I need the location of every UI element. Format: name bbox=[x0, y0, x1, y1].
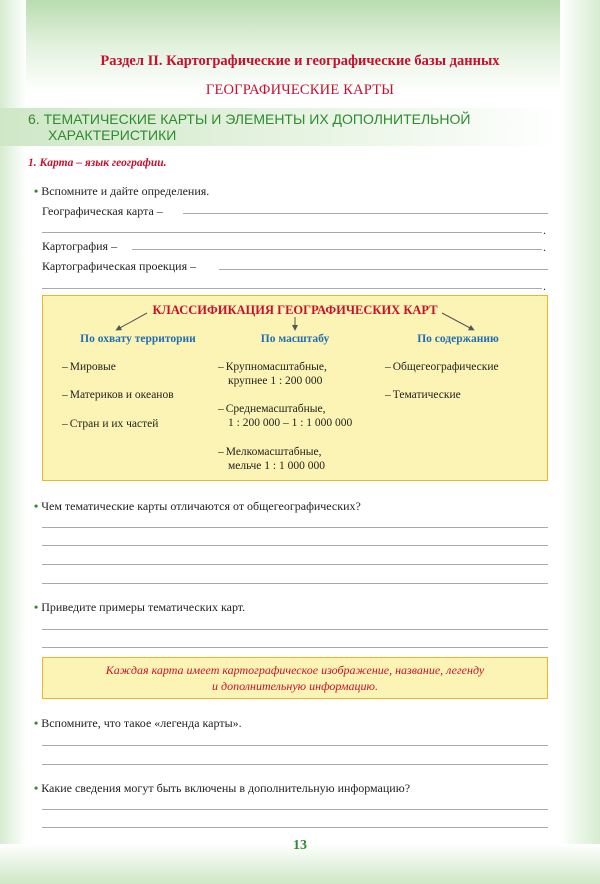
topic-title-line1: 6. ТЕМАТИЧЕСКИЕ КАРТЫ И ЭЛЕМЕНТЫ ИХ ДОПОЛНИТЕЛЬНОЙ bbox=[28, 111, 471, 127]
task2-question-text: Чем тематические карты отличаются от общегеографических? bbox=[41, 499, 361, 513]
term-projection: Картографическая проекция – bbox=[42, 259, 197, 273]
column-heading-territory: По охвату территории bbox=[80, 333, 196, 345]
column-heading-content: По содержанию bbox=[417, 333, 499, 345]
list-item: – Крупномасштабные, крупнее 1 : 200 000 bbox=[218, 361, 327, 387]
chapter-title: ГЕОГРАФИЧЕСКИЕ КАРТЫ bbox=[205, 82, 395, 98]
answer-line[interactable] bbox=[42, 827, 548, 828]
subheading: 1. Карта – язык географии. bbox=[28, 157, 167, 169]
task1-question bbox=[34, 184, 209, 199]
task5-question bbox=[34, 781, 410, 796]
answer-line[interactable] bbox=[42, 647, 548, 648]
answer-line[interactable] bbox=[183, 213, 548, 214]
bullet-icon: • bbox=[34, 499, 39, 513]
answer-line[interactable] bbox=[42, 629, 548, 630]
answer-line[interactable] bbox=[42, 527, 548, 528]
section-title: Раздел II. Картографические и географические базы данных bbox=[100, 53, 500, 69]
header-background bbox=[0, 0, 600, 92]
task3-question bbox=[34, 600, 245, 615]
classification-title: КЛАССИФИКАЦИЯ ГЕОГРАФИЧЕСКИХ КАРТ bbox=[152, 303, 438, 317]
list-item: – Тематические bbox=[385, 389, 461, 401]
answer-line[interactable] bbox=[132, 249, 542, 250]
answer-line[interactable] bbox=[42, 564, 548, 565]
task5-question-text: Какие сведения могут быть включены в дополнительную информацию? bbox=[41, 781, 411, 795]
arrow-left bbox=[118, 313, 147, 329]
answer-line[interactable] bbox=[42, 745, 548, 746]
topic-title-line2: ХАРАКТЕРИСТИКИ bbox=[48, 127, 177, 143]
arrow-right bbox=[442, 313, 472, 329]
answer-line[interactable] bbox=[219, 269, 548, 270]
page-number: 13 bbox=[293, 838, 307, 853]
task2-question bbox=[34, 499, 361, 514]
period-mark: . bbox=[543, 240, 546, 254]
task4-question-text: Вспомните, что такое «легенда карты». bbox=[41, 716, 242, 730]
answer-line[interactable] bbox=[42, 764, 548, 765]
answer-line[interactable] bbox=[42, 232, 542, 233]
answer-line[interactable] bbox=[42, 809, 548, 810]
bullet-icon: • bbox=[34, 184, 39, 198]
period-mark: . bbox=[543, 223, 546, 237]
list-item: – Мелкомасштабные, мельче 1 : 1 000 000 bbox=[218, 446, 325, 472]
note-line1: Каждая карта имеет картографическое изображение, название, легенду bbox=[105, 663, 485, 677]
term-geo-map: Географическая карта – bbox=[42, 204, 163, 218]
answer-line[interactable] bbox=[42, 545, 548, 546]
bullet-icon: • bbox=[34, 781, 39, 795]
bullet-icon: • bbox=[34, 716, 39, 730]
note-line2: и дополнительную информацию. bbox=[212, 679, 378, 693]
column-heading-scale: По масштабу bbox=[260, 333, 330, 345]
period-mark: . bbox=[543, 279, 546, 293]
right-margin-decoration bbox=[560, 0, 600, 884]
list-item: – Стран и их частей bbox=[62, 418, 159, 430]
term-cartography: Картография – bbox=[42, 239, 118, 253]
bullet-icon: • bbox=[34, 600, 39, 614]
list-item: – Мировые bbox=[62, 361, 116, 373]
task1-question-text: Вспомните и дайте определения. bbox=[41, 184, 210, 198]
task3-question-text: Приведите примеры тематических карт. bbox=[41, 600, 246, 614]
list-item: – Среднемасштабные, 1 : 200 000 – 1 : 1 000 000 bbox=[218, 403, 353, 429]
answer-line[interactable] bbox=[42, 288, 542, 289]
topic-title bbox=[28, 111, 548, 143]
answer-line[interactable] bbox=[42, 583, 548, 584]
list-item: – Материков и океанов bbox=[62, 389, 174, 401]
list-item: – Общегеографические bbox=[385, 361, 499, 373]
note-text bbox=[42, 662, 548, 694]
task4-question bbox=[34, 716, 242, 731]
